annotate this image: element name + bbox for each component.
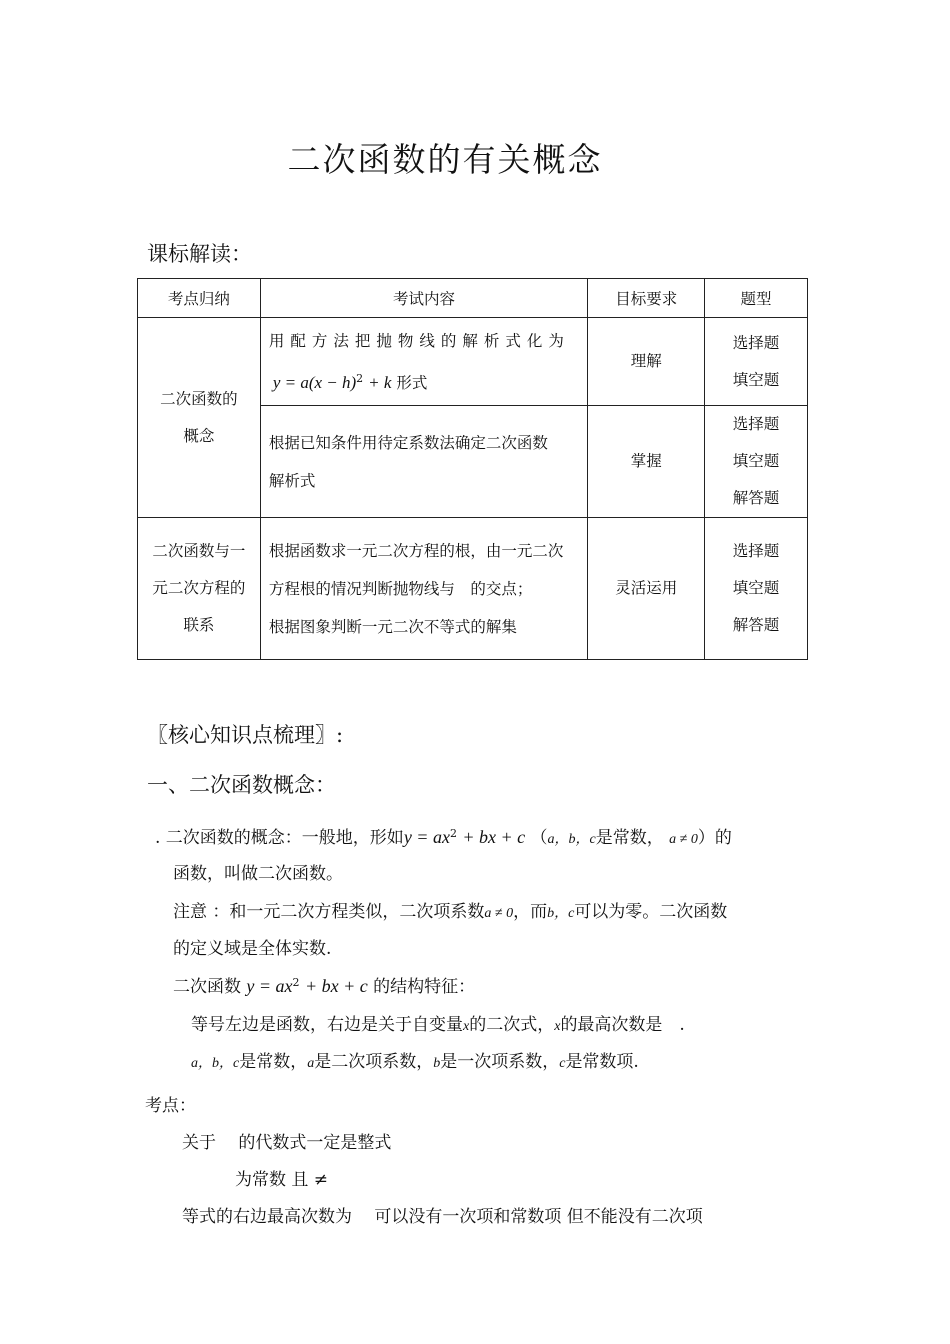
structure-text: 的结构特征： <box>373 977 476 997</box>
note-text: 注意 ：和一元二次方程类似，二次项系数 <box>173 902 485 922</box>
feature-line-1 <box>191 1010 685 1035</box>
definition-text: ）的 <box>697 828 732 848</box>
curriculum-table <box>137 278 808 660</box>
definition-text: 是常数， <box>595 828 664 848</box>
feature-text: 是一次项系数， <box>440 1052 560 1072</box>
exponent: 2 <box>449 827 457 840</box>
goal-cell: 灵活运用 <box>588 518 705 660</box>
goal-cell: 掌握 <box>588 406 705 518</box>
exam-label: 考点： <box>145 1096 196 1116</box>
topic-text: 二次函数与一 <box>152 542 246 560</box>
feature-text: 的最高次数是 . <box>560 1015 685 1035</box>
feature-line-2 <box>191 1047 639 1072</box>
type-cell <box>705 518 808 660</box>
definition-line <box>155 823 732 848</box>
definition-text: . 二次函数的概念：一般地，形如 <box>155 828 404 848</box>
content-text: 根据已知条件用待定系数法确定二次函数 <box>268 433 548 452</box>
header-cell: 目标要求 <box>588 279 705 318</box>
topic-text: 概念 <box>183 426 215 445</box>
type-text: 选择题 <box>732 415 780 433</box>
table-row <box>138 318 808 406</box>
page-title: 二次函数的有关概念 <box>287 140 603 179</box>
a-not-zero: a ≠ 0 <box>669 832 698 847</box>
topic-cell <box>138 518 261 660</box>
header-cell: 考试内容 <box>260 279 588 318</box>
feature-text: 等号左边是函数，右边是关于自变量 <box>191 1015 463 1035</box>
feature-text: 是二次项系数， <box>314 1052 434 1072</box>
type-cell <box>705 318 808 406</box>
goal-cell: 理解 <box>588 318 705 406</box>
type-text: 填空题 <box>732 579 780 597</box>
note-text: 可以为零。二次函数 <box>574 902 728 922</box>
exponent: 2 <box>356 371 364 385</box>
formula-tail: + k <box>368 372 392 392</box>
core-heading: 〖核心知识点梳理〗: <box>147 723 344 747</box>
variables: a，b，c <box>547 832 596 847</box>
content-text: 根据图象判断一元二次不等式的解集 <box>268 617 517 636</box>
header-cell: 考点归纳 <box>138 279 261 318</box>
feature-text: 是常数项. <box>565 1052 639 1072</box>
variable-a: a <box>307 1056 315 1071</box>
table-header-row <box>138 279 808 318</box>
quadratic-formula: y = ax <box>403 827 450 847</box>
type-text: 选择题 <box>732 333 780 352</box>
note-line <box>173 897 727 922</box>
variable-x: x <box>554 1019 561 1034</box>
type-text: 解答题 <box>732 489 780 507</box>
feature-text: 的二次式， <box>469 1015 555 1035</box>
exam-item-2: 为常数 且 ≠ <box>235 1170 329 1190</box>
header-cell: 题型 <box>705 279 808 318</box>
exam-item-3: 等式的右边最高次数为 可以没有一次项和常数项 但不能没有二次项 <box>182 1207 703 1227</box>
variable-b: b <box>433 1056 441 1071</box>
content-cell <box>260 518 588 660</box>
formula-tail: + bx + c <box>462 827 526 847</box>
definition-text: （ <box>530 828 548 848</box>
variable-x: x <box>463 1019 470 1034</box>
variables: b，c <box>547 906 575 921</box>
content-text: 用配方法把抛物线的解析式化为 <box>268 331 570 350</box>
type-text: 选择题 <box>732 542 780 560</box>
structure-line <box>173 972 475 997</box>
quadratic-formula: y = ax <box>246 976 293 996</box>
topic-text: 元二次方程的 <box>152 579 246 597</box>
formula-tail: + bx + c <box>304 976 368 996</box>
content-cell <box>260 318 588 406</box>
type-text: 填空题 <box>732 370 780 389</box>
structure-text: 二次函数 <box>173 977 241 997</box>
note-line2: 的定义域是全体实数. <box>173 939 332 959</box>
definition-line2: 函数，叫做二次函数。 <box>173 864 343 884</box>
exam-item-1: 关于 的代数式一定是整式 <box>182 1133 392 1153</box>
type-text: 解答题 <box>732 616 780 634</box>
type-text: 填空题 <box>732 452 780 470</box>
note-text: ，而 <box>513 902 548 922</box>
topic-text: 二次函数的 <box>160 389 238 408</box>
content-formula-line <box>269 360 580 402</box>
variable-c: c <box>559 1056 566 1071</box>
exponent: 2 <box>292 976 300 989</box>
topic-cell <box>138 318 261 518</box>
section-label: 课标解读： <box>147 242 252 266</box>
content-text: 形式 <box>396 373 428 392</box>
feature-text: 是常数， <box>239 1052 308 1072</box>
topic-text: 联系 <box>183 616 215 634</box>
content-text: 解析式 <box>268 471 316 490</box>
vertex-form-formula: y = a(x − h) <box>272 372 357 392</box>
variables: a，b，c <box>191 1056 240 1071</box>
content-cell <box>260 406 588 518</box>
content-text: 根据函数求一元二次方程的根，由一元二次 <box>268 541 564 560</box>
table-row <box>138 518 808 660</box>
part1-heading: 一、二次函数概念： <box>147 773 336 797</box>
a-not-zero: a ≠ 0 <box>484 906 514 921</box>
content-text: 方程根的情况判断抛物线与 的交点； <box>268 579 533 598</box>
type-cell <box>705 406 808 518</box>
